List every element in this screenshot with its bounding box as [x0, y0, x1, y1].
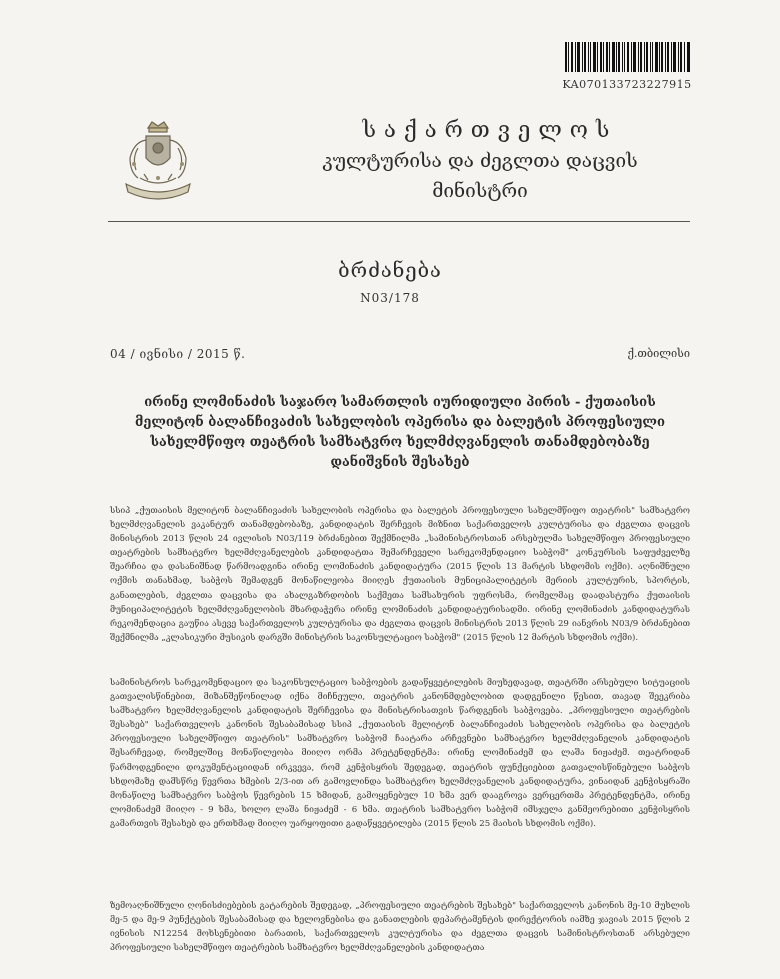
header-divider [108, 221, 690, 222]
georgia-coat-of-arms-icon [118, 118, 198, 214]
body-paragraph-3: ზემოაღნიშნული ღონისძიებების გატარების შედეგად, „პროფესიული თეატრების შესახებ" საქართველოს კანონის მე-10 მუხლის მე-5 და მე-9 პუნქტების შესაბამისად და ხელოვნებისა და განათლების დეპარტამენტის დირექტორის იამზე ჯავიას 2015 წლის 2 ივნისის N12254 მოხსენებითი ბარათის, საქართველოს კულტურისა და ძეგლთა დაცვის სამინისტროსთან არსებული პროფესიული სახელმწიფო თეატრების სამხატვრო ხელმძღვანელების კანდიდატთა [110, 901, 690, 954]
body-paragraph-1: სსიპ „ქუთაისის მელიტონ ბალანჩივაძის სახელობის ოპერისა და ბალეტის პროფესიული სახელმწიფო თეატრის" სამხატვრო ხელმძღვანელის ვაკანტურ თანამდებობაზე, კანდიდატის შერჩევის მიზნით საქართველოს კულტურისა და ძეგლთა დაცვის მინისტრის 2013 წლის 24 ივლისის N03/119 ბრძანებით შექმნილმა „სამინისტროსთან არსებულმა სახელმწიფო პროფესიული თეატრების სამხატვრო ხელმძღვანელების კანდიდატთა შემარჩეველი სარეკომენდაციო საბჭომ" კონკურსის საფუძველზე შეარჩია და დასანიშნად წარმოადგინა ირინე ლომინაძის კანდიდატურა (2015 წლის 13 მარტის სხდომის ოქმი). აღნიშნული ოქმის თანახმად, საბჭოს შემადგენ მონაწილეობა მიიღეს ქუთაისის მუნიციპალიტეტის მერიის კულტურის, სპორტის, განათლების, ძეგლთა დაცვისა და ახალგაზრდობის საქმეთა სამსახურის უფროსმა, რომელმაც დაადასტურა ქუთაისის მუნიციპალიტეტის ხელმძღვანელობის მხარდაჭერა ირინე ლომინაძის კანდიდატურისადმი. ირინე ლომინაძის კანდიდატურას რეკომენდაცია გაუწია ასევე საქართველოს კულტურისა და ძეგლთა დაცვის მინისტრის 2013 წლის 29 იანვრის N03/9 ბრძანებით შექმნილმა „კლასიკური მუსიკის დარგში მინისტრის საკონსულტაციო საბჭომ" (2015 წლის 12 მარტის სხდომის ოქმი). [110, 506, 690, 643]
document-date: 04 / ივნისი / 2015 წ. [110, 347, 246, 361]
barcode [565, 42, 690, 72]
document-number: N03/178 [360, 291, 420, 305]
document-title: ირინე ლომინაძის საჯარო სამართლის იურიდიული პირის - ქუთაისის მელიტონ ბალანჩივაძის სახელობის ოპერისა და ბალეტის პროფესიული სახელმწიფო თეატრის სამხატვრო ხელმძღვანელის თანამდებობაზე დანიშვნის შესახებ [135, 395, 665, 470]
body-paragraph-2: სამინისტროს სარეკომენდაციო და საკონსულტაციო საბჭოების გადაწყვეტილების მიუხედავად, თეატრში არსებული სიტუაციის გათვალისწინებით, მიზანშეწონილად იქნა მიჩნეული, თეატრის კანონმდებლობით დადგენილი წესით, თავად შეეკრიბა სამხატვრო ხელმძღვანელის კანდიდატის შერჩევისა და მინისტრისათვის წარდგენის საბჭოვება. „პროფესიული თეატრების შესახებ" საქართველოს კანონის შესაბამისად სსიპ „ქუთაისის მელიტონ ბალანჩივაძის სახელობის ოპერისა და ბალეტის პროფესიული სახელმწიფო თეატრის" სამხატვრო საბჭომ ჩაატარა არჩევნები სამხატვრო ხელმძღვანელის კანდიდატის შესარჩევად, რომელშიც მონაწილეობა მიიღო ორმა პრეტენდენტმა: ირინე ლომინაძემ და ლაშა ნიჟაძემ. თეატრიდან წარმოდგენილი დოკუმენტაციიდან ირკვევა, რომ კენჭისყრის შედეგად, თეატრის ფუნქციებით გათვალისწინებული საბჭოს სხდომაზე დამსწრე წევრთა ხმების 2/3-ით არ გამოვლინდა სამხატვრო ხელმძღვანელის კანდიდატურა, ვინაიდან კენჭისყრაში მონაწილე სამხატვრო საბჭოს წევრების 15 ხმიდან, გამოყენებულ 10 ხმა ვერ დააგროვა ვერცერთმა პრეტენდენტმა, ირინე ლომინაძემ მიიღო - 9 ხმა, ხოლო ლაშა ნიჟაძემ - 6 ხმა. თეატრის სამხატვრო საბჭომ იმსჯელა განმეორებითი კენჭისყრის გამართვის შესახებ და ერთხმად მიიღო უარყოფითი გადაწყვეტილება (2015 წლის 25 მაისის სხდომის ოქმი). [110, 678, 690, 829]
barcode-number: KA070133723227915 [562, 78, 692, 91]
header-country: საქართველოს [362, 118, 618, 143]
document-type: ბრძანება [338, 258, 442, 282]
header-ministry: კულტურისა და ძეგლთა დაცვის [322, 150, 638, 172]
header-position: მინისტრი [432, 180, 528, 202]
document-place: ქ.თბილისი [627, 347, 690, 360]
